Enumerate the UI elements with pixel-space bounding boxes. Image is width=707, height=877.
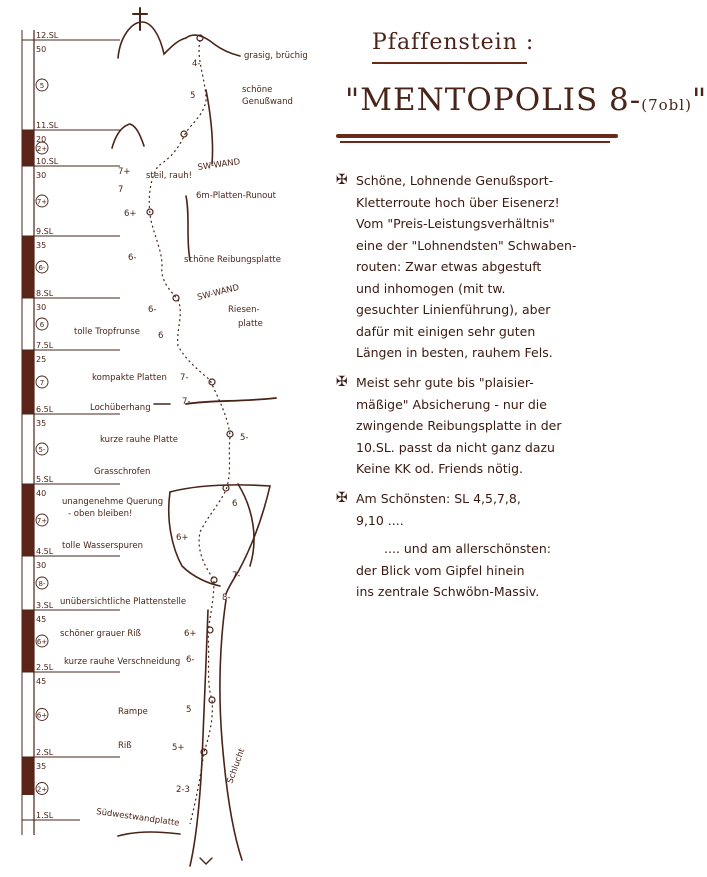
pitch-length-label: 30	[36, 303, 47, 312]
route-feature-label: unübersichtliche Plattenstelle	[60, 597, 187, 607]
note-line: Kletterroute hoch über Eisenerz!	[356, 194, 560, 210]
route-grade-label: 5-	[240, 433, 249, 443]
pitch-length-label: 25	[36, 355, 47, 364]
belay-label: 10.SL	[36, 157, 59, 166]
note-line: Längen in besten, rauhem Fels.	[356, 345, 553, 360]
pitch-marker-bar	[22, 236, 34, 298]
route-feature-label: unangenehme Querung	[62, 497, 164, 507]
route-grade-label: 5	[186, 705, 192, 715]
route-feature-label: Riß	[118, 741, 132, 751]
pitch-grade-label: 2+	[36, 145, 48, 153]
belay-label: 11.SL	[36, 121, 59, 130]
route-feature-label: kurze rauhe Verschneidung	[64, 657, 181, 667]
route-feature-label: Lochüberhang	[90, 403, 151, 413]
route-grade-label: 8-	[222, 593, 231, 603]
note-line: zwingende Reibungsplatte in der	[356, 418, 562, 433]
pitch-length-label: 50	[36, 45, 47, 54]
route-feature-label: tolle Wasserspuren	[62, 541, 143, 551]
route-grade-label: 7-	[180, 373, 189, 383]
pitch-grade-label: 5-	[38, 446, 46, 454]
pitch-grade-label: 7	[39, 379, 45, 387]
route-grade-label: 5+	[172, 743, 185, 753]
note-line: und inhomogen (mit tw.	[356, 280, 506, 296]
note-line: Keine KK od. Friends nötig.	[356, 461, 523, 476]
route-feature-label: Riesen-	[228, 305, 260, 315]
route-title	[345, 82, 707, 118]
route-underline-thick	[336, 134, 618, 138]
note-line: Vom "Preis-Leistungsverhältnis"	[356, 216, 555, 231]
pitch-grade-label: 6+	[36, 711, 48, 720]
pitch-length-label: 35	[36, 241, 47, 250]
route-feature-label: Genußwand	[242, 97, 293, 107]
route-obligatory-grade: (7obl)	[641, 96, 692, 114]
route-feature-label: Südwestwandplatte	[95, 807, 181, 829]
pitch-length-label: 40	[36, 489, 47, 498]
pitch-scale-column	[22, 30, 120, 835]
route-grade-label: 5	[190, 91, 196, 101]
route-grade-label: 6+	[184, 629, 197, 639]
pitch-length-label: 35	[36, 419, 47, 428]
note-line: 9,10 ....	[356, 512, 404, 528]
note-line: routen: Zwar etwas abgestuft	[356, 259, 542, 274]
belay-label: 1.SL	[36, 811, 54, 820]
route-feature-label: SW-WAND	[196, 282, 241, 303]
pitch-grade-label: 2+	[36, 785, 48, 794]
pitch-marker-bar	[22, 484, 34, 556]
title-colon: :	[525, 30, 535, 55]
cross-bullet-icon: ✠	[336, 172, 348, 188]
route-grade-label: 7+	[118, 167, 131, 177]
belay-label: 8.SL	[36, 289, 54, 298]
pitch-length-label: 35	[36, 762, 47, 771]
note-line: dafür mit einigen sehr guten	[356, 323, 536, 339]
route-grade-label: 6-	[128, 253, 137, 263]
route-grade-label: 6	[232, 499, 238, 509]
crag-name	[372, 30, 534, 55]
pitch-length-label: 30	[36, 171, 47, 180]
cross-bullet-icon: ✠	[336, 490, 348, 506]
route-topo-diagram	[0, 0, 330, 877]
route-feature-label: tolle Tropfrunse	[74, 327, 140, 337]
closing-line: ins zentrale Schwöbn-Massiv.	[356, 584, 540, 599]
pitch-length-label: 30	[36, 561, 47, 570]
route-grade-label: 6-	[186, 655, 195, 665]
note-route-description	[336, 170, 626, 364]
route-feature-label: platte	[238, 319, 263, 329]
note-line: 10.SL. passt da nicht ganz dazu	[356, 439, 555, 455]
note-line: Schöne, Lohnende Genußsport-	[356, 173, 554, 188]
note-line: Meist sehr gute bis "plaisier-	[356, 375, 534, 390]
note-protection	[336, 372, 626, 480]
belay-label: 4.5L	[36, 547, 54, 556]
closing-line: der Blick vom Gipfel hinein	[356, 562, 525, 578]
route-name: "MENTOPOLIS 8-	[345, 82, 642, 118]
route-feature-label: schöner grauer Riß	[60, 629, 142, 639]
route-grade-label: 6	[158, 331, 164, 341]
note-line: mäßige" Absicherung - nur die	[356, 396, 547, 412]
route-grade-label: 2-3	[176, 785, 190, 795]
pitch-grade-label: 7+	[36, 517, 48, 525]
pitch-grade-label: 6	[39, 321, 45, 329]
route-feature-label: kurze rauhe Platte	[100, 435, 178, 445]
route-grade-label: 4-	[192, 59, 201, 69]
route-grade-label: 6+	[124, 209, 137, 219]
route-underline-thin	[340, 141, 610, 143]
pitch-length-label: 20	[36, 135, 47, 144]
route-grade-label: 6-	[148, 305, 157, 315]
belay-label: 12.SL	[36, 31, 59, 40]
crag-underline	[372, 62, 527, 64]
route-grade-label: 7	[118, 185, 124, 195]
pitch-length-label: 45	[36, 615, 47, 624]
route-feature-label: schöne	[242, 85, 273, 95]
route-feature-label: grasig, brüchig	[244, 51, 308, 61]
route-feature-label: 6m-Platten-Runout	[196, 191, 277, 201]
pitch-grade-label: 7+	[36, 198, 48, 206]
route-feature-label: kompakte Platten	[92, 373, 167, 383]
belay-label: 7.5L	[36, 341, 54, 350]
belay-label: 5.SL	[36, 475, 54, 484]
route-grade-label: 7-	[232, 571, 241, 581]
pitch-grade-label: 8-	[38, 580, 46, 588]
closing-line: .... und am allerschönsten:	[384, 541, 551, 556]
note-line: gesuchter Linienführung), aber	[356, 302, 551, 317]
pitch-marker-bar	[22, 130, 34, 166]
belay-label: 9.SL	[36, 227, 54, 236]
pitch-marker-bar	[22, 757, 34, 795]
route-feature-label: SW-WAND	[197, 157, 241, 173]
route-title-quote: "	[691, 82, 707, 118]
belay-label: 6.5L	[36, 405, 54, 414]
route-feature-label: schöne Reibungsplatte	[184, 255, 281, 265]
pitch-grade-label: 6-	[38, 264, 46, 272]
route-feature-label: steil, rauh!	[146, 171, 193, 181]
route-feature-label: Rampe	[118, 707, 148, 717]
pitch-marker-bar	[22, 350, 34, 414]
note-line: Am Schönsten: SL 4,5,7,8,	[356, 491, 521, 506]
route-feature-label: Schlucht	[225, 747, 248, 786]
route-feature-label: Grasschrofen	[94, 467, 151, 477]
closing-remark	[356, 538, 626, 603]
pitch-grade-label: 5	[39, 82, 45, 90]
pitch-length-label: 45	[36, 677, 47, 686]
belay-label: 3.SL	[36, 601, 54, 610]
note-line: eine der "Lohnendsten" Schwaben-	[356, 237, 577, 253]
belay-label: 2.5L	[36, 663, 54, 672]
route-grade-label: 6+	[176, 533, 189, 543]
route-grade-label: 7-	[182, 397, 191, 407]
pitch-marker-bar	[22, 610, 34, 672]
note-best-pitches	[336, 488, 626, 531]
belay-stations	[147, 35, 233, 755]
belay-label: 2.SL	[36, 748, 54, 757]
crag-name-text: Pfaffenstein	[372, 30, 518, 55]
cross-bullet-icon: ✠	[336, 374, 348, 390]
pitch-grade-label: 6+	[36, 638, 48, 646]
route-feature-label: - oben bleiben!	[68, 509, 133, 519]
